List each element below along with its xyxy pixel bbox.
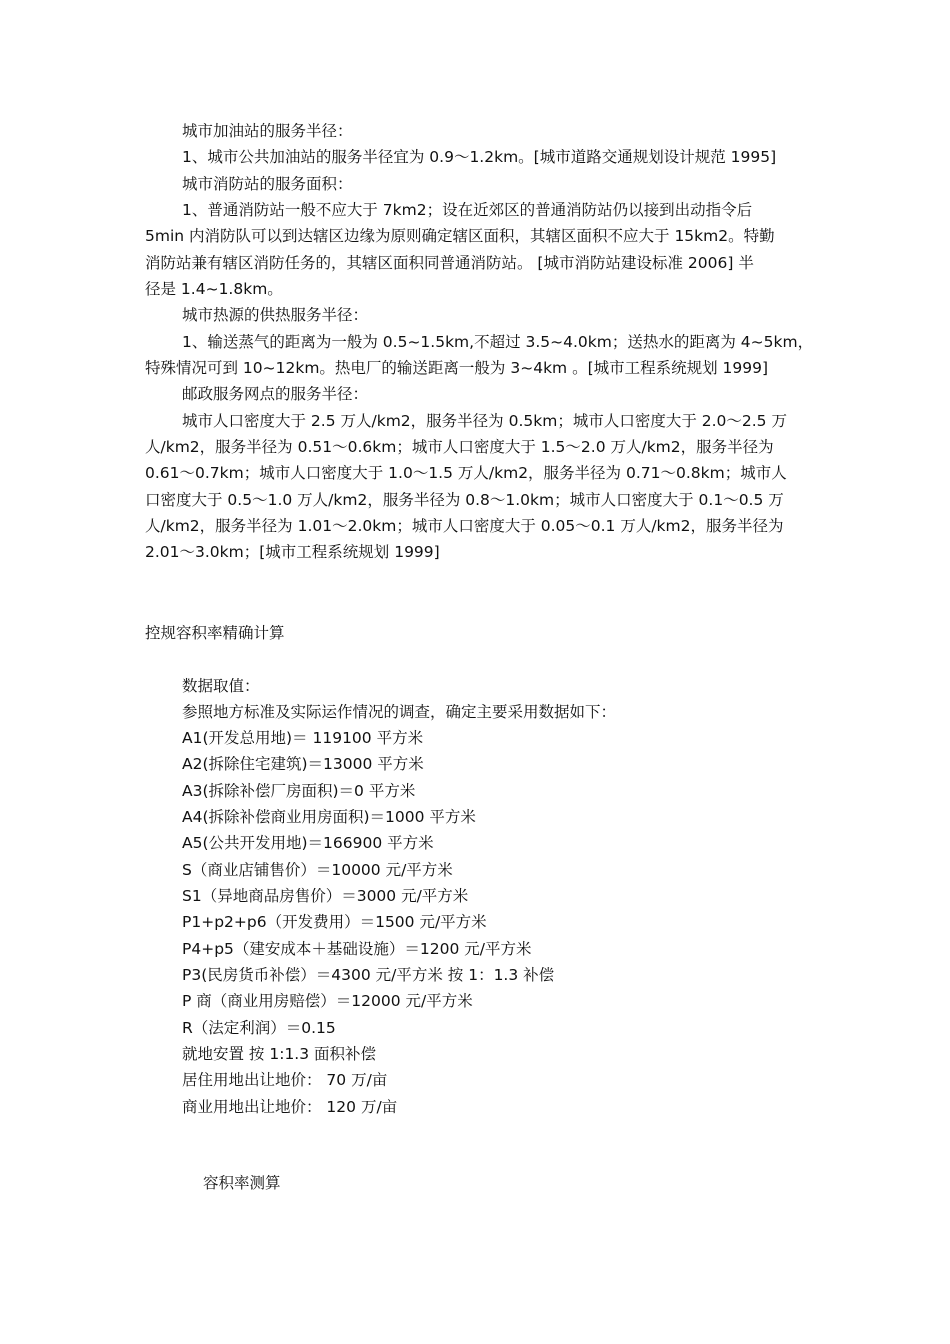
heat-source-title: 城市热源的供热服务半径： xyxy=(182,306,369,324)
data-item: 就地安置 按 1:1.3 面积补偿 xyxy=(182,1045,377,1063)
data-item: A5(公共开发用地)＝166900 平方米 xyxy=(182,834,434,852)
fire-station-line-1: 1、普通消防站一般不应大于 7km2；设在近郊区的普通消防站仍以接到出动指令后 xyxy=(182,201,753,219)
data-item: A2(拆除住宅建筑)＝13000 平方米 xyxy=(182,755,424,773)
gas-station-item: 1、城市公共加油站的服务半径宜为 0.9～1.2km。[城市道路交通规划设计规范 1995] xyxy=(182,148,777,166)
data-item: S（商业店铺售价）＝10000 元/平方米 xyxy=(182,861,453,879)
post-office-line-2: 人/km2，服务半径为 0.51～0.6km；城市人口密度大于 1.5～2.0 万人/km2，服务半径为 xyxy=(145,438,774,456)
fire-station-title: 城市消防站的服务面积： xyxy=(182,175,353,193)
post-office-line-4: 口密度大于 0.5～1.0 万人/km2，服务半径为 0.8～1.0km；城市人口密度大于 0.1～0.5 万 xyxy=(145,491,784,509)
data-item: 居住用地出让地价： 70 万/亩 xyxy=(182,1071,388,1089)
data-item: R（法定利润）＝0.15 xyxy=(182,1019,336,1037)
gas-station-title: 城市加油站的服务半径： xyxy=(182,122,353,140)
data-item: A3(拆除补偿厂房面积)＝0 平方米 xyxy=(182,782,416,800)
data-intro: 参照地方标准及实际运作情况的调查，确定主要采用数据如下： xyxy=(182,703,617,721)
fire-station-line-2: 5min 内消防队可以到达辖区边缘为原则确定辖区面积，其辖区面积不应大于 15km2。特勤 xyxy=(145,227,775,245)
fire-station-line-3: 消防站兼有辖区消防任务的，其辖区面积同普通消防站。 [城市消防站建设标准 2006] 半 xyxy=(145,254,754,272)
heat-source-line-2: 特殊情况可到 10~12km。热电厂的输送距离一般为 3~4km 。[城市工程系统规划 1999] xyxy=(145,359,769,377)
data-item: A1(开发总用地)＝ 119100 平方米 xyxy=(182,729,424,747)
data-item: S1（异地商品房售价）＝3000 元/平方米 xyxy=(182,887,469,905)
data-item: 商业用地出让地价： 120 万/亩 xyxy=(182,1098,398,1116)
heat-source-line-1: 1、输送蒸气的距离为一般为 0.5~1.5km,不超过 3.5~4.0km；送热水的距离为 4~5km， xyxy=(182,333,814,351)
section-title-far: 控规容积率精确计算 xyxy=(145,624,285,642)
data-item: P 商（商业用房赔偿）＝12000 元/平方米 xyxy=(182,992,473,1010)
post-office-line-1: 城市人口密度大于 2.5 万人/km2，服务半径为 0.5km；城市人口密度大于 2.0～2.5 万 xyxy=(182,412,787,430)
post-office-line-6: 2.01～3.0km；[城市工程系统规划 1999] xyxy=(145,543,440,561)
data-item: P4+p5（建安成本＋基础设施）＝1200 元/平方米 xyxy=(182,940,532,958)
post-office-line-3: 0.61～0.7km；城市人口密度大于 1.0～1.5 万人/km2，服务半径为 0.71～0.8km；城市人 xyxy=(145,464,787,482)
post-office-title: 邮政服务网点的服务半径： xyxy=(182,385,369,403)
post-office-line-5: 人/km2，服务半径为 1.01～2.0km；城市人口密度大于 0.05～0.1 万人/km2，服务半径为 xyxy=(145,517,784,535)
data-item: A4(拆除补偿商业用房面积)＝1000 平方米 xyxy=(182,808,476,826)
data-item: P3(民房货币补偿）＝4300 元/平方米 按 1：1.3 补偿 xyxy=(182,966,555,984)
fire-station-line-4: 径是 1.4~1.8km。 xyxy=(145,280,283,298)
section-title-calc: 容积率测算 xyxy=(203,1174,281,1192)
data-item: P1+p2+p6（开发费用）＝1500 元/平方米 xyxy=(182,913,487,931)
data-title: 数据取值： xyxy=(182,677,260,695)
